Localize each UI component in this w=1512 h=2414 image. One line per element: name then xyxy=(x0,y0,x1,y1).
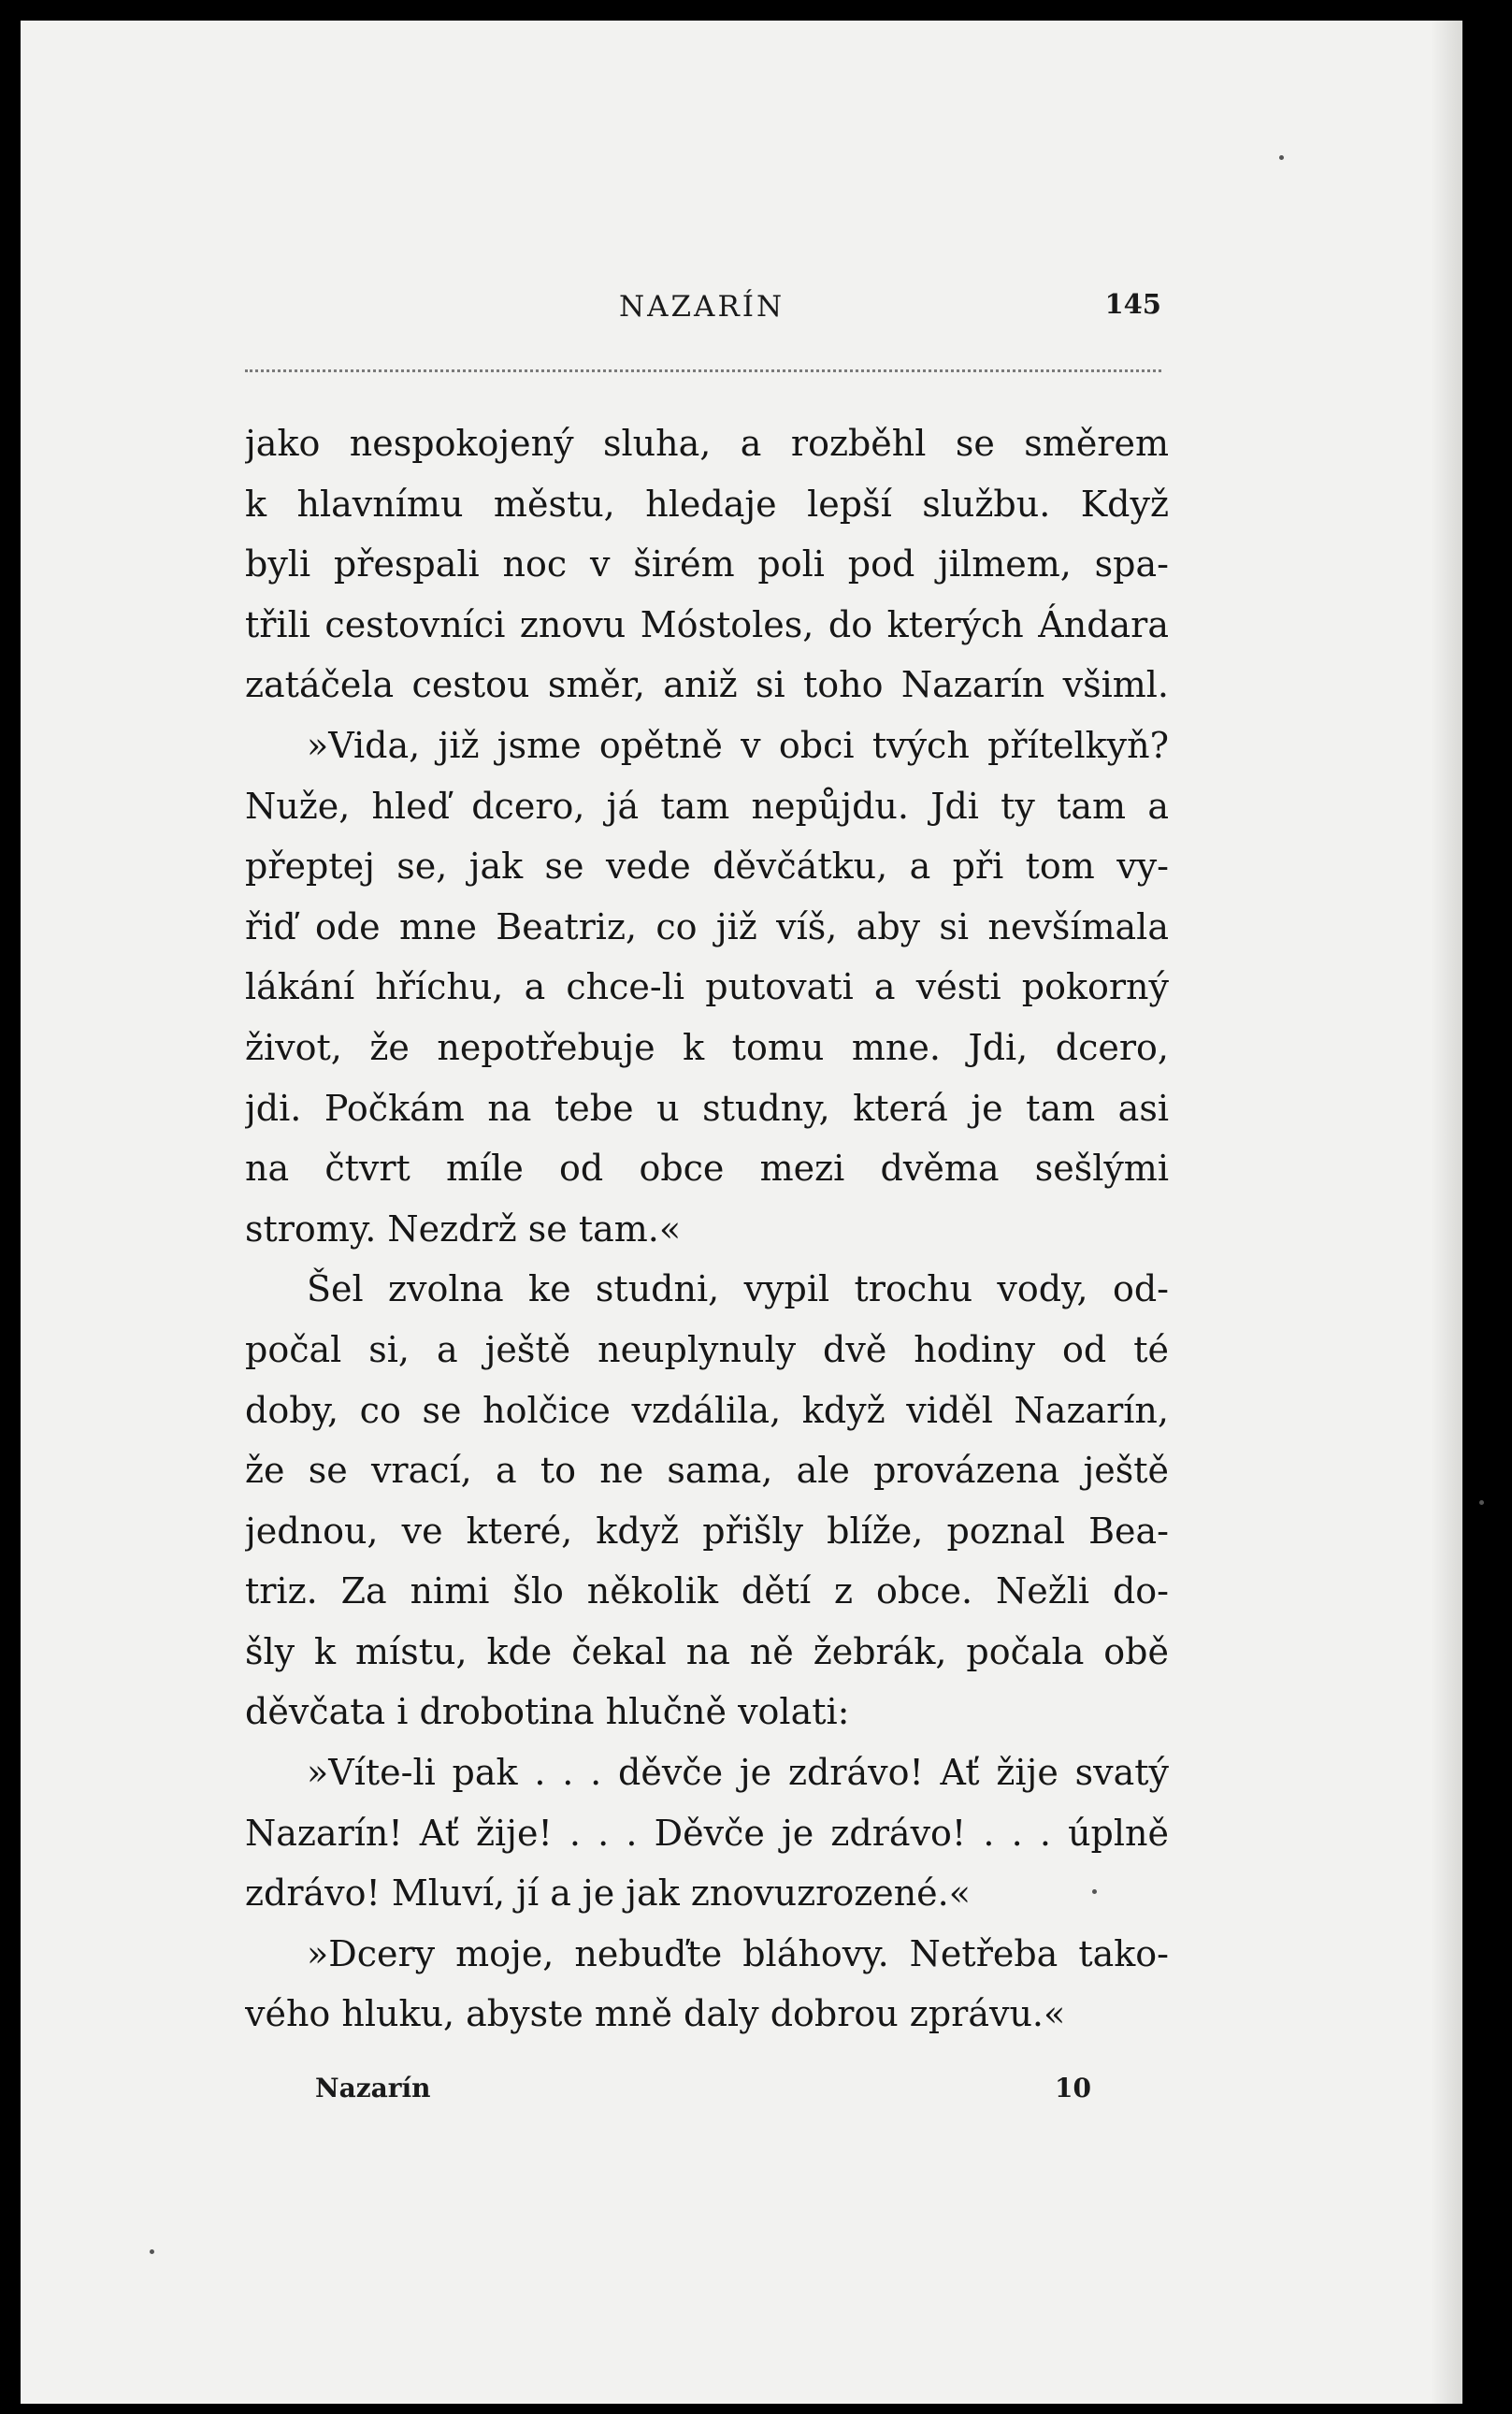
text-line: vého hluku, abyste mně daly dobrou zprávu.« xyxy=(245,1993,1066,2035)
text-line: Nazarín! Ať žije! . . . Děvče je zdrávo! . . . úplně xyxy=(245,1812,1169,1854)
page-header xyxy=(245,281,1169,337)
running-title: NAZARÍN xyxy=(619,290,785,324)
text-line: »Víte-li pak . . . děvče je zdrávo! Ať žije svatý xyxy=(307,1752,1169,1794)
text-line: jednou, ve které, když přišly blíže, poznal Bea- xyxy=(245,1510,1169,1552)
body-text xyxy=(245,413,1169,2045)
signature-mark: Nazarín xyxy=(315,2073,431,2103)
signature-number: 10 xyxy=(1055,2073,1091,2103)
text-line: »Dcery moje, nebuďte bláhovy. Netřeba tako- xyxy=(307,1932,1169,1974)
text-line: »Vida, již jsme opětně v obci tvých přítelkyň? xyxy=(307,724,1169,766)
text-line: Nuže, hleď dcero, já tam nepůjdu. Jdi ty tam a xyxy=(245,785,1169,827)
paper-speck xyxy=(1479,1500,1484,1505)
text-line: Šel zvolna ke studni, vypil trochu vody, od- xyxy=(307,1268,1169,1310)
text-line: zdrávo! Mluví, jí a je jak znovuzrozené.« xyxy=(245,1872,971,1915)
page-footer xyxy=(315,2073,1091,2110)
scan-border xyxy=(1462,0,1512,2414)
page-number: 145 xyxy=(1104,288,1161,320)
text-line: lákání hříchu, a chce-li putovati a vésti pokorný xyxy=(245,966,1169,1008)
text-line: byli přespali noc v širém poli pod jilmem, spa- xyxy=(245,543,1169,585)
text-line: jdi. Počkám na tebe u studny, která je tam asi xyxy=(245,1087,1169,1129)
text-line: zatáčela cestou směr, aniž si toho Nazarín všiml. xyxy=(245,664,1169,706)
text-line: třili cestovníci znovu Móstoles, do kterých Ándara xyxy=(245,603,1169,645)
paper-speck xyxy=(1092,1889,1097,1894)
text-line: řiď ode mne Beatriz, co již víš, aby si nevšímala xyxy=(245,905,1169,947)
paper-speck xyxy=(150,2249,154,2254)
text-line: k hlavnímu městu, hledaje lepší službu. Když xyxy=(245,483,1169,525)
text-line: děvčata i drobotina hlučně volati: xyxy=(245,1691,850,1733)
text-line: šly k místu, kde čekal na ně žebrák, počala obě xyxy=(245,1630,1169,1672)
text-line: počal si, a ještě neuplynuly dvě hodiny od té xyxy=(245,1328,1169,1370)
header-rule xyxy=(245,369,1161,372)
text-line: přeptej se, jak se vede děvčátku, a při tom vy- xyxy=(245,846,1169,888)
text-line: že se vrací, a to ne sama, ale provázena ještě xyxy=(245,1450,1169,1492)
text-line: život, že nepotřebuje k tomu mne. Jdi, dcero, xyxy=(245,1026,1169,1068)
text-line: stromy. Nezdrž se tam.« xyxy=(245,1207,682,1250)
text-line: na čtvrt míle od obce mezi dvěma sešlými xyxy=(245,1148,1169,1190)
text-line: doby, co se holčice vzdálila, když viděl Nazarín, xyxy=(245,1389,1169,1431)
page-gutter-shadow xyxy=(1431,21,1462,2404)
text-line: triz. Za nimi šlo několik dětí z obce. Nežli do- xyxy=(245,1570,1169,1612)
paper-speck xyxy=(1279,155,1284,160)
text-line: jako nespokojený sluha, a rozběhl se směrem xyxy=(245,423,1169,464)
